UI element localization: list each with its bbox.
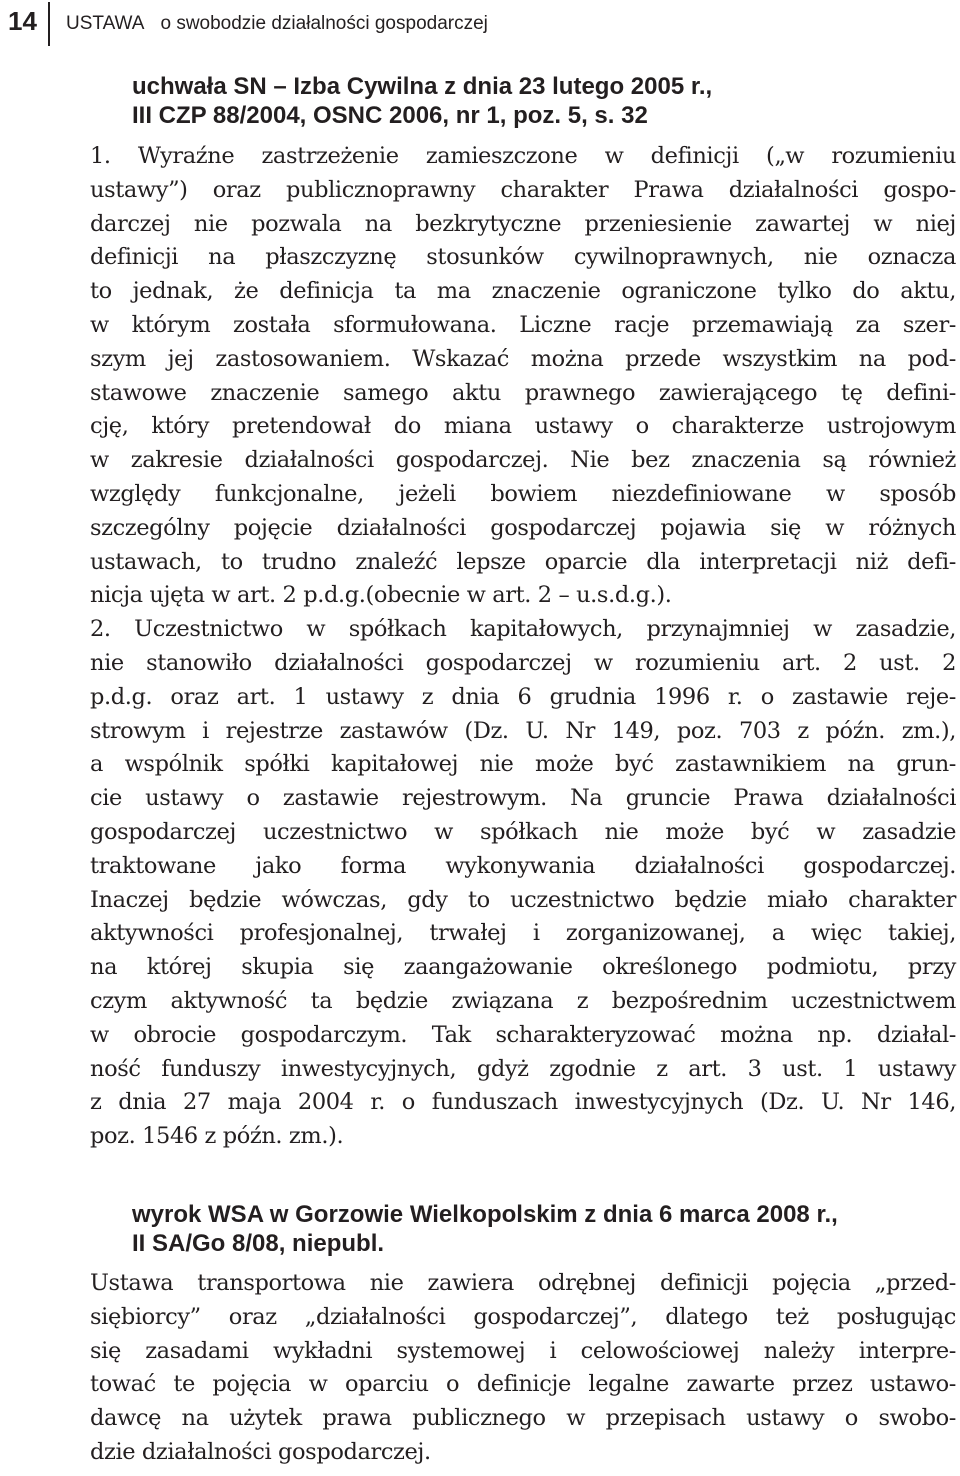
section1-text-line: 2. Uczestnictwo w spółkach kapitałowych, przynajmniej w zasadzie, xyxy=(90,616,956,643)
section2-text-line: się zasadami wykładni systemowej i celowościowej należy interpre- xyxy=(90,1337,956,1364)
law-title: USTAWA xyxy=(66,13,145,34)
section1-text-line: ustawach, to trudno znaleźć lepsze oparcie dla interpretacji niż defi- xyxy=(90,548,956,575)
section1-text-line: szym jej zastosowaniem. Wskazać można przede wszystkim na pod- xyxy=(90,345,956,372)
section2-heading-line1: wyrok WSA w Gorzowie Wielkopolskim z dnia 6 marca 2008 r., xyxy=(132,1201,838,1228)
section1-text-line: poz. 1546 z późn. zm.). xyxy=(90,1123,344,1150)
section1-text-line: cie ustawy o zastawie rejestrowym. Na gruncie Prawa działalności xyxy=(90,785,956,812)
section1-text-line: na której skupia się zaangażowanie określonego podmiotu, przy xyxy=(90,954,956,981)
law-subtitle: o swobodzie działalności gospodarczej xyxy=(160,13,488,34)
section2-heading-line2: II SA/Go 8/08, niepubl. xyxy=(132,1230,385,1257)
section1-body xyxy=(90,140,956,1154)
section1-text-line: szczególny pojęcie działalności gospodarczej pojawia się w różnych xyxy=(90,514,956,541)
section1-text-line: stawowe znaczenie samego aktu prawnego zawierającego tę defini- xyxy=(90,379,956,406)
section1-text-line: ustawy”) oraz publicznoprawny charakter Prawa działalności gospo- xyxy=(90,176,956,203)
section1-text-line: ność funduszy inwestycyjnych, gdyż zgodnie z art. 3 ust. 1 ustawy xyxy=(90,1055,956,1082)
page-number: 14 xyxy=(8,6,37,36)
section1-text-line: p.d.g. oraz art. 1 ustawy z dnia 6 grudnia 1996 r. o zastawie reje- xyxy=(90,683,956,710)
section1-text-line: względy funkcjonalne, jeżeli bowiem niezdefiniowane w sposób xyxy=(90,480,956,507)
section2-text-line: Ustawa transportowa nie zawiera odrębnej definicji pojęcia „przed- xyxy=(90,1270,956,1296)
section1-text-line: z dnia 27 maja 2004 r. o funduszach inwestycyjnych (Dz. U. Nr 146, xyxy=(90,1089,956,1116)
section1-text-line: cję, który pretendował do miana ustawy o charakterze ustrojowym xyxy=(90,413,956,440)
running-title xyxy=(66,13,488,35)
section1-text-line: a wspólnik spółki kapitałowej nie może być zastawnikiem na grun- xyxy=(90,751,956,778)
section1-text-line: to jednak, że definicja ta ma znaczenie ograniczone tylko do aktu, xyxy=(90,278,956,305)
section2-body xyxy=(90,1267,956,1470)
section1-text-line: strowym i rejestrze zastawów (Dz. U. Nr 149, poz. 703 z późn. zm.), xyxy=(90,717,956,744)
section1-text-line: traktowane jako forma wykonywania działalności gospodarczej. xyxy=(90,852,956,879)
section1-heading-line1: uchwała SN – Izba Cywilna z dnia 23 lutego 2005 r., xyxy=(132,73,713,100)
section1-text-line: czym aktywność ta będzie związana z bezpośrednim uczestnictwem xyxy=(90,987,956,1014)
section1-text-line: aktywności profesjonalnej, trwałej i zorganizowanej, a więc takiej, xyxy=(90,920,956,947)
section2-text-line: dawcę na użytek prawa publicznego w przepisach ustawy o swobo- xyxy=(90,1405,956,1432)
section1-text-line: nie stanowiło działalności gospodarczej w rozumieniu art. 2 ust. 2 xyxy=(90,649,956,676)
section1-text-line: 1. Wyraźne zastrzeżenie zamieszczone w definicji („w rozumieniu xyxy=(90,143,956,169)
section1-text-line: definicji na płaszczyznę stosunków cywilnoprawnych, nie oznacza xyxy=(90,244,956,271)
section2-text-line: dzie działalności gospodarczej. xyxy=(90,1438,431,1465)
section1-text-line: w którym została sformułowana. Liczne racje przemawiają za szer- xyxy=(90,311,956,338)
section1-text-line: darczej nie pozwala na bezkrytyczne przeniesienie zawartej w niej xyxy=(90,210,956,237)
section1-text-line: Inaczej będzie wówczas, gdy to uczestnictwo będzie miało charakter xyxy=(90,886,956,913)
running-header xyxy=(0,0,960,50)
section1-text-line: gospodarczej uczestnictwo w spółkach nie może być w zasadzie xyxy=(90,818,956,845)
section1-text-line: w zakresie działalności gospodarczej. Nie bez znaczenia są również xyxy=(90,447,956,474)
header-divider xyxy=(48,2,50,46)
section1-text-line: w obrocie gospodarczym. Tak scharakteryzować można np. działal- xyxy=(90,1021,956,1048)
section2-text-line: siębiorcy” oraz „działalności gospodarczej”, dlatego też posługując xyxy=(90,1303,956,1330)
section2-heading xyxy=(132,1200,838,1258)
section2-text-line: tować te pojęcia w oparciu o definicje legalne zawarte przez ustawo- xyxy=(90,1371,956,1398)
section1-heading-line2: III CZP 88/2004, OSNC 2006, nr 1, poz. 5, s. 32 xyxy=(132,102,648,129)
section1-heading xyxy=(132,72,712,130)
section1-text-line: nicja ujęta w art. 2 p.d.g.(obecnie w art. 2 – u.s.d.g.). xyxy=(90,582,672,609)
